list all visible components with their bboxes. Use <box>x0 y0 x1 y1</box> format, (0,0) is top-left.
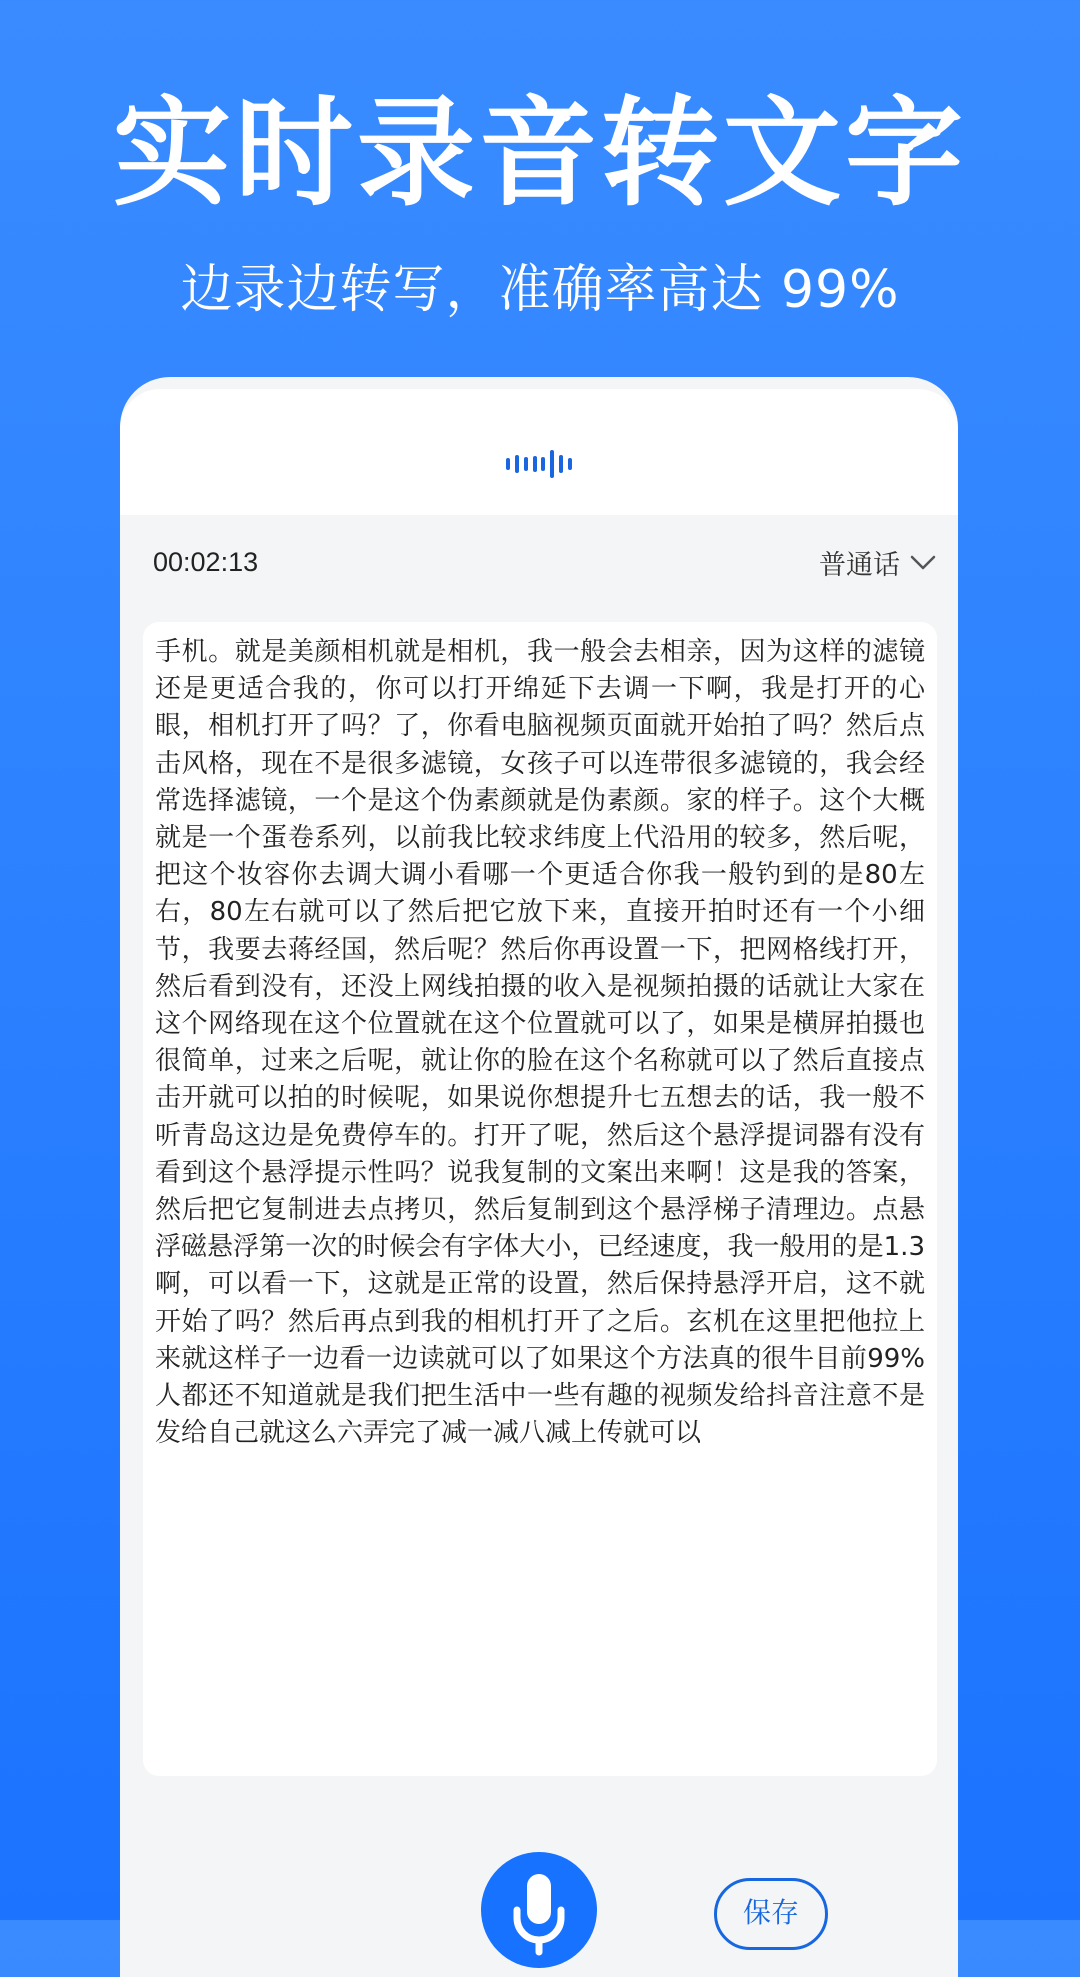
status-row <box>120 515 958 615</box>
chevron-down-icon <box>910 555 936 571</box>
recording-timer: 00:02:13 <box>153 547 259 577</box>
microphone-icon <box>481 1852 597 1968</box>
hero-title: 实时录音转文字 <box>112 84 967 222</box>
recorder-card <box>120 377 958 1977</box>
save-button[interactable]: 保存 <box>714 1878 828 1950</box>
hero-subtitle: 边录边转写，准确率高达 99% <box>180 260 900 320</box>
transcript-box[interactable] <box>143 622 937 1776</box>
audio-waveform-icon <box>506 449 572 479</box>
language-select[interactable] <box>819 543 936 582</box>
record-button[interactable] <box>481 1852 597 1968</box>
transcript-text: 手机。就是美颜相机就是相机，我一般会去相亲，因为这样的滤镜还是更适合我的，你可以打开绵延下去调一下啊，我是打开的心眼，相机打开了吗？了，你看电脑视频页面就开始拍了吗？然后点击风格，现在不是很多滤镜，女孩子可以连带很多滤镜的，我会经常选择滤镜，一个是这个伪素颜就是伪素颜。家的样子。这个大概就是一个蛋卷系列，以前我比较求纬度上代沿用的较多，然后呢，把这个妆容你去调大调小看哪一个更适合你我一般钓到的是80左右，80左右就可以了然后把它放下来，直接开拍时还有一个小细节，我要去蒋经国，然后呢？然后你再设置一下，把网格线打开，然后看到没有，还没上网线拍摄的收入是视频拍摄的话就让大家在这个网络现在这个位置就在这个位置就可以了，如果是横屏拍摄也很简单，过来之后呢，就让你的脸在这个名称就可以了然后直接点击开就可以拍的时候呢，如果说你想提升七五想去的话，我一般不听青岛这边是免费停车的。打开了呢，然后这个悬浮提词器有没有看到这个悬浮提示性吗？说我复制的文案出来啊！这是我的答案，然后把它复制进去点拷贝，然后复制到这个悬浮梯子清理边。点悬浮磁悬浮第一次的时候会有字体大小，已经速度，我一般用的是1.3啊，可以看一下，这就是正常的设置，然后保持悬浮开启，这不就开始了吗？然后再点到我的相机打开了之后。玄机在这里把他拉上来就这样子一边看一边读就可以了如果这个方法真的很牛目前99%人都还不知道就是我们把生活中一些有趣的视频发给抖音注意不是发给自己就这么六弄完了减一减八减上传就可以 <box>155 637 925 1449</box>
recorder-header <box>120 389 958 515</box>
language-label: 普通话 <box>819 550 900 581</box>
